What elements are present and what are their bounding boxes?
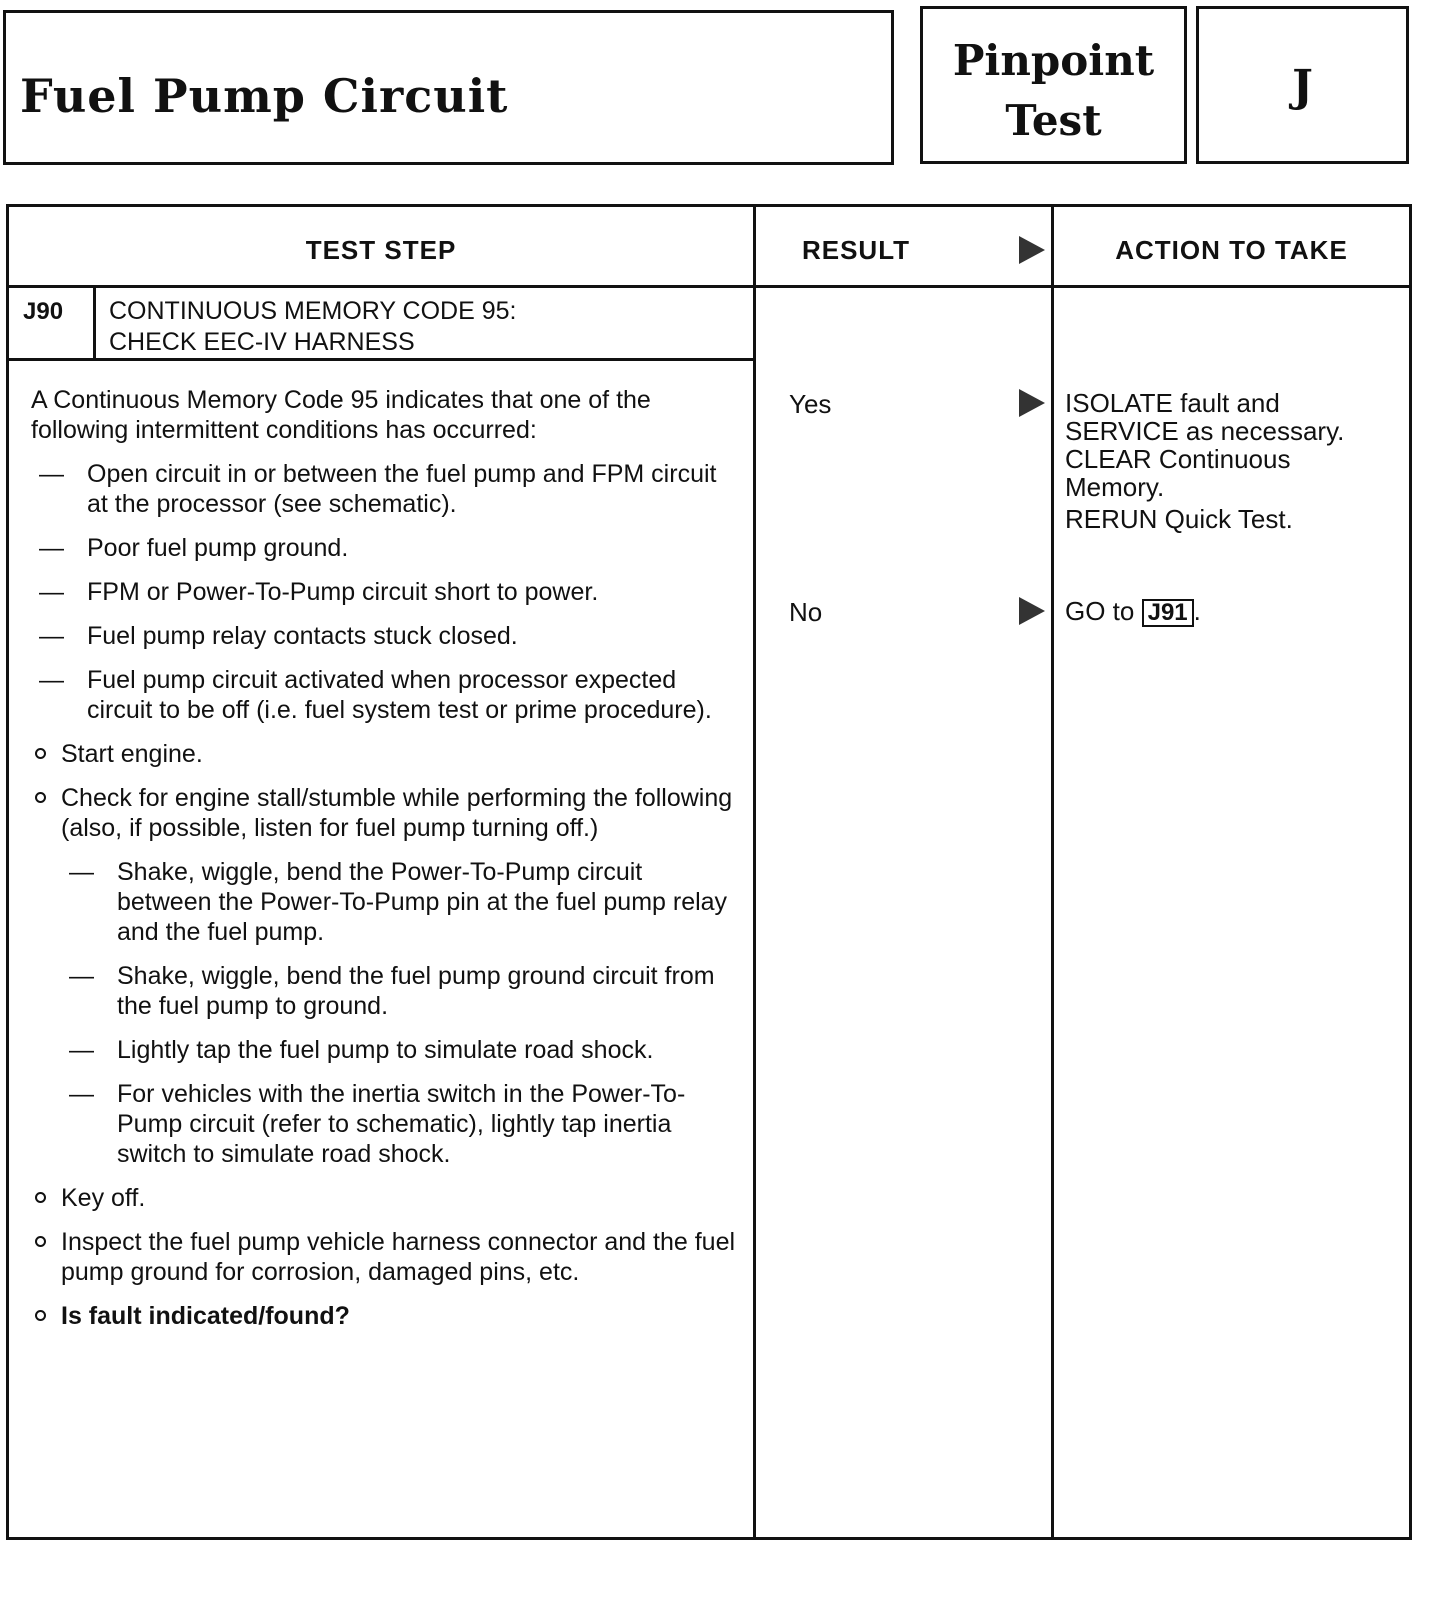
dash-marker: — [69, 858, 94, 886]
dash-marker: — [69, 1080, 94, 1108]
column-divider [1051, 207, 1054, 1537]
list-item [31, 1035, 741, 1065]
badge-line-1: Pinpoint [952, 36, 1155, 85]
instruction-text: Key off. [61, 1184, 146, 1212]
condition-text: FPM or Power-To-Pump circuit short to power. [87, 578, 599, 606]
pinpoint-test-badge [920, 6, 1187, 164]
sub-action-text: Shake, wiggle, bend the Power-To-Pump circuit between the Power-To-Pump pin at the fuel pump relay and the fuel pump. [117, 858, 728, 946]
list-item [31, 577, 741, 607]
bullet-icon [35, 792, 46, 803]
pinpoint-test-label [923, 31, 1184, 151]
action-line: SERVICE as necessary. [1065, 416, 1345, 446]
step-id: J90 [23, 298, 64, 325]
bullet-icon [35, 1236, 46, 1247]
badge-line-2: Test [1005, 96, 1102, 145]
step-reference-j91[interactable]: J91 [1142, 599, 1194, 627]
step-header [9, 288, 753, 361]
step-id-divider [93, 288, 96, 358]
bullet-icon [35, 748, 46, 759]
step-title [109, 296, 516, 358]
column-divider [753, 207, 756, 1537]
list-item [31, 1183, 741, 1213]
sub-action-text: Shake, wiggle, bend the fuel pump ground circuit from the fuel pump to ground. [117, 962, 715, 1020]
list-item [31, 1301, 741, 1331]
question-text: Is fault indicated/found? [61, 1302, 350, 1330]
sub-action-text: For vehicles with the inertia switch in the Power-To-Pump circuit (refer to schematic), lightly tap inertia switch to simulate road shock. [117, 1080, 686, 1168]
list-item [31, 621, 741, 651]
condition-text: Fuel pump relay contacts stuck closed. [87, 622, 518, 650]
condition-text: Open circuit in or between the fuel pump and FPM circuit at the processor (see schematic). [87, 460, 717, 518]
column-header-test-step: TEST STEP [305, 235, 457, 265]
action-line: CLEAR Continuous [1065, 444, 1291, 474]
action-line: Memory. [1065, 472, 1165, 502]
step-intro: A Continuous Memory Code 95 indicates that one of the following intermittent conditions has occurred: [31, 386, 651, 444]
dash-marker: — [39, 622, 64, 650]
list-item [31, 961, 741, 1021]
action-yes [1065, 389, 1415, 533]
dash-marker: — [39, 578, 64, 606]
action-line: ISOLATE fault and [1065, 388, 1280, 418]
test-letter-box [1196, 6, 1409, 164]
result-yes: Yes [789, 389, 832, 419]
dash-marker: — [69, 962, 94, 990]
action-suffix: . [1193, 596, 1201, 626]
instruction-text: Check for engine stall/stumble while performing the following (also, if possible, listen for fuel pump turning off.) [61, 784, 733, 842]
bullet-icon [35, 1310, 46, 1321]
list-item [31, 857, 741, 947]
dash-marker: — [39, 534, 64, 562]
list-item [31, 459, 741, 519]
list-item [31, 783, 741, 843]
title-box [3, 10, 894, 165]
column-header-result: RESULT [801, 235, 911, 265]
list-item [31, 739, 741, 769]
dash-marker: — [39, 666, 64, 694]
result-no: No [789, 597, 823, 627]
bullet-icon [35, 1192, 46, 1203]
arrow-right-icon [1019, 389, 1045, 417]
instruction-text: Start engine. [61, 740, 203, 768]
action-prefix: GO to [1065, 596, 1135, 626]
list-item [31, 1079, 741, 1169]
step-title-line-2: CHECK EEC-IV HARNESS [109, 328, 415, 356]
dash-marker: — [69, 1036, 94, 1064]
sub-action-text: Lightly tap the fuel pump to simulate road shock. [117, 1036, 654, 1064]
dash-marker: — [39, 460, 64, 488]
column-header-action: ACTION TO TAKE [1115, 235, 1348, 265]
step-body [31, 385, 741, 1345]
list-item [31, 665, 741, 725]
action-no [1065, 597, 1415, 627]
condition-text: Fuel pump circuit activated when processor expected circuit to be off (i.e. fuel system test or prime procedure). [87, 666, 712, 724]
test-letter: J [1292, 61, 1313, 112]
arrow-right-icon [1019, 236, 1045, 264]
arrow-right-icon [1019, 597, 1045, 625]
condition-text: Poor fuel pump ground. [87, 534, 349, 562]
instruction-text: Inspect the fuel pump vehicle harness connector and the fuel pump ground for corrosion, damaged pins, etc. [61, 1228, 736, 1286]
page-title: Fuel Pump Circuit [20, 69, 509, 123]
list-item [31, 533, 741, 563]
list-item [31, 1227, 741, 1287]
step-title-line-1: CONTINUOUS MEMORY CODE 95: [109, 297, 517, 325]
test-step-table [6, 204, 1412, 1540]
action-line: RERUN Quick Test. [1065, 504, 1293, 534]
